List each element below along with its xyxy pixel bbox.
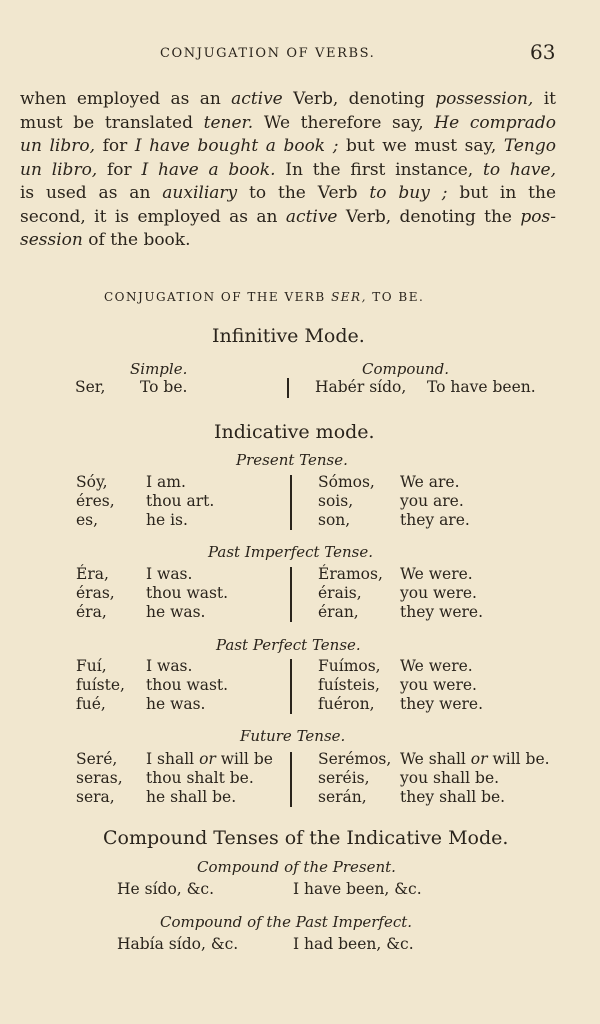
plural-english: they were. bbox=[400, 603, 484, 621]
paragraph-line bbox=[20, 112, 556, 136]
plural-spanish: fuéron, bbox=[318, 695, 375, 713]
paragraph-line bbox=[20, 206, 556, 230]
paragraph-line bbox=[20, 135, 556, 159]
perfect-tense-title: Past Perfect Tense. bbox=[216, 636, 361, 654]
divider-bar bbox=[290, 567, 292, 622]
imperfect-tense-title: Past Imperfect Tense. bbox=[208, 543, 373, 561]
text: will be. bbox=[487, 750, 550, 768]
singular-english: he is. bbox=[146, 511, 188, 529]
text: of the book. bbox=[82, 230, 191, 250]
singular-english: I am. bbox=[146, 473, 186, 491]
singular-spanish: éras, bbox=[76, 584, 115, 602]
plural-spanish: fuísteis, bbox=[318, 676, 380, 694]
italic-text: to buy ; bbox=[369, 183, 448, 203]
italic-text: possession, bbox=[435, 89, 534, 109]
text: for bbox=[97, 159, 142, 180]
italic-text: I have a book. bbox=[141, 159, 276, 180]
divider-bar bbox=[287, 378, 289, 398]
compound-imperfect-spanish: Había sído, &c. bbox=[117, 935, 239, 953]
text: Verb, denoting bbox=[282, 89, 436, 109]
italic-text: Tengo bbox=[503, 136, 556, 156]
compound-imperfect-english: I had been, &c. bbox=[293, 935, 414, 953]
italic-text: or bbox=[199, 750, 216, 768]
text: thou shalt be. bbox=[146, 769, 254, 787]
plural-english: We are. bbox=[400, 473, 460, 491]
italic-text: to have, bbox=[482, 159, 556, 180]
infinitive-simple-spanish: Ser, bbox=[75, 378, 106, 396]
singular-spanish: Fuí, bbox=[76, 657, 107, 675]
future-tense-title: Future Tense. bbox=[240, 727, 346, 745]
italic-text: auxiliary bbox=[162, 183, 238, 203]
text: will be bbox=[215, 750, 273, 768]
page-number: 63 bbox=[530, 40, 556, 64]
infinitive-compound-spanish: Habér sído, bbox=[315, 378, 407, 396]
compound-imperfect-title: Compound of the Past Imperfect. bbox=[160, 913, 413, 931]
compound-label: Compound. bbox=[362, 360, 450, 378]
compound-heading: Compound Tenses of the Indicative Mode. bbox=[103, 827, 509, 849]
text: to the Verb bbox=[237, 183, 370, 203]
singular-spanish: seras, bbox=[76, 769, 123, 787]
italic-text: active bbox=[285, 206, 338, 227]
paragraph-line bbox=[20, 88, 556, 112]
singular-spanish: éres, bbox=[76, 492, 115, 510]
plural-english: We were. bbox=[400, 657, 473, 675]
section-title: CONJUGATION OF THE VERB SER, TO BE. bbox=[104, 290, 425, 304]
text: but we must say, bbox=[338, 136, 504, 156]
divider-bar bbox=[290, 752, 292, 807]
plural-spanish: seréis, bbox=[318, 769, 370, 787]
singular-english bbox=[146, 750, 273, 768]
singular-english bbox=[146, 769, 254, 787]
italic-text: I have bought a book ; bbox=[134, 136, 339, 156]
singular-english bbox=[146, 788, 236, 806]
text: second, it is employed as an bbox=[20, 206, 286, 227]
singular-english: I was. bbox=[146, 565, 193, 583]
text: is used as an bbox=[20, 183, 163, 203]
compound-present-title: Compound of the Present. bbox=[197, 858, 396, 876]
plural-english: they are. bbox=[400, 511, 470, 529]
text: it bbox=[533, 89, 556, 109]
divider-bar bbox=[290, 659, 292, 714]
plural-english bbox=[400, 750, 550, 768]
plural-english bbox=[400, 769, 499, 787]
infinitive-simple-english: To be. bbox=[140, 378, 188, 396]
singular-spanish: fué, bbox=[76, 695, 106, 713]
singular-spanish: éra, bbox=[76, 603, 107, 621]
simple-label: Simple. bbox=[130, 360, 188, 378]
text: We shall bbox=[400, 750, 471, 768]
singular-spanish: fuíste, bbox=[76, 676, 125, 694]
compound-present-english: I have been, &c. bbox=[293, 880, 422, 898]
plural-english: you were. bbox=[400, 676, 477, 694]
present-tense-title: Present Tense. bbox=[236, 451, 348, 469]
text: he shall be. bbox=[146, 788, 237, 806]
infinitive-heading: Infinitive Mode. bbox=[212, 325, 365, 347]
plural-spanish: serán, bbox=[318, 788, 367, 806]
text: We therefore say, bbox=[253, 112, 435, 133]
singular-spanish: es, bbox=[76, 511, 99, 529]
singular-english: he was. bbox=[146, 695, 206, 713]
page-header bbox=[0, 40, 600, 70]
plural-spanish: Sómos, bbox=[318, 473, 375, 491]
text: when employed as an bbox=[20, 89, 232, 109]
plural-spanish: son, bbox=[318, 511, 351, 529]
plural-spanish: Fuímos, bbox=[318, 657, 381, 675]
paragraph-line bbox=[20, 159, 556, 183]
singular-spanish: Seré, bbox=[76, 750, 118, 768]
text: you shall be. bbox=[400, 769, 500, 787]
compound-present-spanish: He sído, &c. bbox=[117, 880, 215, 898]
singular-english: thou art. bbox=[146, 492, 215, 510]
text: I shall bbox=[146, 750, 200, 768]
singular-spanish: Sóy, bbox=[76, 473, 108, 491]
paragraph-line bbox=[20, 229, 556, 253]
plural-spanish: sois, bbox=[318, 492, 354, 510]
text: they shall be. bbox=[400, 788, 506, 806]
plural-english: you were. bbox=[400, 584, 477, 602]
singular-english: thou wast. bbox=[146, 676, 229, 694]
text: Verb, denoting the bbox=[337, 206, 521, 227]
paragraph-line bbox=[20, 182, 556, 206]
italic-text: un libro, bbox=[20, 159, 98, 180]
singular-english: thou wast. bbox=[146, 584, 229, 602]
plural-spanish: Serémos, bbox=[318, 750, 392, 768]
italic-text: session bbox=[20, 230, 83, 250]
text: for bbox=[95, 136, 135, 156]
singular-english: I was. bbox=[146, 657, 193, 675]
text: must be translated bbox=[20, 112, 204, 133]
plural-english bbox=[400, 788, 505, 806]
text: In the first instance, bbox=[275, 159, 483, 180]
running-head: CONJUGATION OF VERBS. bbox=[160, 46, 376, 61]
singular-spanish: sera, bbox=[76, 788, 115, 806]
divider-bar bbox=[290, 475, 292, 530]
italic-text: un libro, bbox=[20, 136, 95, 156]
italic-text: active bbox=[231, 89, 283, 109]
body-paragraph bbox=[20, 88, 556, 253]
plural-spanish: érais, bbox=[318, 584, 362, 602]
italic-text: tener. bbox=[203, 112, 254, 133]
plural-english: We were. bbox=[400, 565, 473, 583]
singular-spanish: Éra, bbox=[76, 565, 109, 583]
plural-english: you are. bbox=[400, 492, 464, 510]
plural-spanish: éran, bbox=[318, 603, 359, 621]
plural-english: they were. bbox=[400, 695, 484, 713]
plural-spanish: Éramos, bbox=[318, 565, 383, 583]
indicative-heading: Indicative mode. bbox=[214, 421, 375, 443]
italic-text: He comprado bbox=[434, 112, 556, 133]
infinitive-compound-english: To have been. bbox=[427, 378, 536, 396]
text: but in the bbox=[447, 183, 556, 203]
italic-text: pos- bbox=[520, 206, 556, 227]
italic-text: or bbox=[470, 750, 488, 768]
singular-english: he was. bbox=[146, 603, 206, 621]
